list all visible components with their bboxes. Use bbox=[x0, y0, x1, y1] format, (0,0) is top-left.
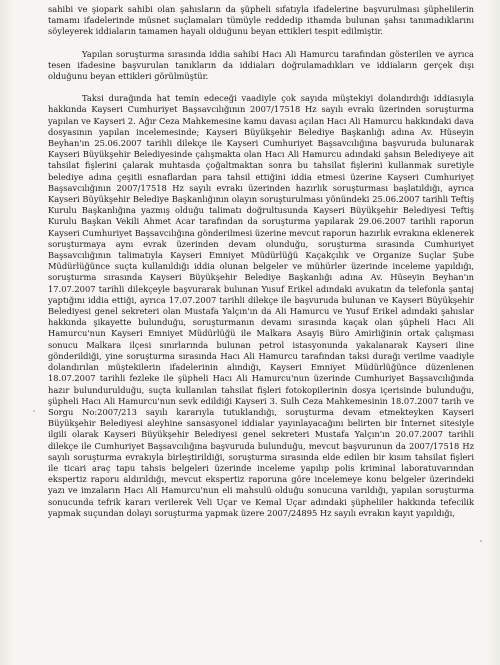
scan-speck bbox=[480, 540, 482, 542]
paragraph-case-details: Taksi durağında hat temin edeceği vaadiyle çok sayıda müştekiyi dolandırdığı iddiasıyla hakkında Kayseri Cumhuriyet Başsavcılığının 2007/17518 Hz sayılı evrakı üzerinden soruşturma yapılan ve Kayseri 2. Ağır Ceza Mahkemesine kamu davası açılan Hacı Ali Hamurcu hakkındaki dava dosyasının yapılan incelemesinde; Kayseri Büyükşehir Belediye Başkanlığı adına Av. Hüseyin Beyhan'ın 25.06.2007 tarihli dilekçe ile Kayseri Cumhuriyet Başsavcılığına başvuruda bulunarak Kayseri Büyükşehir Belediyesinde çalışmakta olan Hacı Ali Hamurcu adındaki şahsın Belediyeye ait tahsilat fişlerini çalarak muhtasda çoğaltmaktan sonra bu tahsilat fişlerini kullanmak suretiyle belediye adına çeşitli esnaflardan para tahsil ettiğini iddia etmesi üzerine Kayseri Cumhuriyet Başsavcılığının 2007/17518 Hz sayılı evrakı üzerinden hazırlık soruşturması başlatıldığı, ayrıca Kayseri Büyükşehir Belediye Başkanlığının olayın soruşturulması yönündeki 25.06.2007 tarihli Teftiş Kurulu Başkanlığına yazmış olduğu talimatı doğrultusunda Kayseri Büyükşehir Belediyesi Teftiş Kurulu Başkan Vekili Ahmet Acar tarafından da soruşturma yapılarak 29.06.2007 tarihli raporun Kayseri Cumhuriyet Başsavcılığına gönderilmesi üzerine mevcut raporun hazırlık evrakına eklenerek soruşturmaya aynı evrak üzerinden devam olunduğu, soruşturma sırasında Cumhuriyet Başsavcılığının talimatıyla Kayseri Emniyet Müdürlüğü Kaçakçılık ve Organize Suçlar Şube Müdürlüğünce suçta kullanıldığı iddia olunan belgeler ve mühürler üzerinde inceleme yapıldığı, soruşturma sırasında Kayseri Büyükşehir Belediye Başkanlığı adına Av. Hüseyin Beyhan'ın 17.07.2007 tarihli dilekçeyle başvurarak bulunan Yusuf Erikel adındaki avukatın da telefonla şantaj yaptığını iddia ettiği, ayrıca 17.07.2007 tarihli dilekçe ile başvuruda bulunan ve Kayseri Büyükşehir Belediyesi genel sekreteri olan Mustafa Yalçın'ın da Ali Hamurcu ve Yusuf Erikel adındaki şahıslar hakkında şikayette bulunduğu, soruşturmanın devamı sırasında kaçak olan şüpheli Hacı Ali Hamurcu'nun Kayseri Emniyet Müdürlüğü ile Malkara Asayiş Büro Amirliğinin ortak çalışması sonucu Malkara ilçesi sınırlarında bulunan petrol istasyonunda yakalanarak Kayseri iline gönderildiği, yine soruşturma sırasında Hacı Ali Hamurcu tarafından taksi durağı verilme vaadiyle dolandırılan müştekilerin ifadelerinin alındığı, Kayseri Emniyet Müdürlüğünce düzenlenen 18.07.2007 tarihli fezleke ile şüpheli Hacı Ali Hamurcu'nun üzerinde Cumhuriyet Başsavcılığında hazır bulundurulduğu, suçta kullanılan tahsilat fişleri fotokopilerinin dosya içerisinde bulunduğu, şüpheli Hacı Ali Hamurcu'nun sevk edildiği Kayseri 3. Sulh Ceza Mahkemesinin 18.07.2007 tarih ve Sorgu No:2007/213 sayılı kararıyla tutuklandığı, soruşturma devam etmekteyken Kayseri Büyükşehir Belediyesi aleyhine sansasyonel iddialar yayınlayacağını belirten bir İnternet sitesiyle ilgili olarak Kayseri Büyükşehir Belediyesi genel sekreteri Mustafa Yalçın'ın 20.07.2007 tarihli dilekçe ile Cumhuriyet Başsavcılığına başvuruda bulunduğu, mevcut başvurunun da 2007/17518 Hz sayılı soruşturma evrakıyla birleştirildiği, soruşturma sırasında elde edilen bir kısım tahsilat fişleri ile ticari araç tapu tahsis belgeleri üzerinde inceleme yapılıp polis kriminal laboratuvarından ekspertiz raporu aldırıldığı, mevcut ekspertiz raporuna göre incelemeye konu belgeler üzerindeki yazı ve imzaların Hacı Ali Hamurcu'nun eli mahsulü olduğu sonucuna varıldığı, yapılan soruşturma sonucunda tefrik kararı verilerek Veli Uçar ve Kemal Uçar adındaki şüpheliler hakkında tefecilik yapmak suçundan dolayı soruşturma yapmak üzere 2007/24895 Hz sayılı evrakın kayıt yapıldığı, bbox=[48, 93, 474, 518]
paragraph-continuation: sahibi ve şiopark sahibi olan şahısların da şüpheli sıfatıyla ifadelerine başvurulması şüphelilerin tamamı ifadelerinde müsnet suçlamaları tümüyle reddedip ithamda bulunan şahsı tanımadıklarını söyleyerek iddiaların tamamen hayali olduğunu beyan ettikleri tespit edilmiştir. bbox=[48, 4, 474, 37]
paragraph-witnesses: Yapılan soruşturma sırasında iddia sahibi Hacı Ali Hamurcu tarafından gösterilen ve ayrıca tesen ifadesine başvurulan tanıkların da iddiaları doğrulamadıkları ve iddiaların gerçek dışı olduğunu beyan ettikleri görülmüştür. bbox=[48, 48, 474, 82]
scan-speck bbox=[470, 180, 472, 182]
paragraph-gap bbox=[48, 38, 474, 49]
scan-speck bbox=[33, 410, 35, 412]
paragraph-gap bbox=[48, 82, 474, 93]
